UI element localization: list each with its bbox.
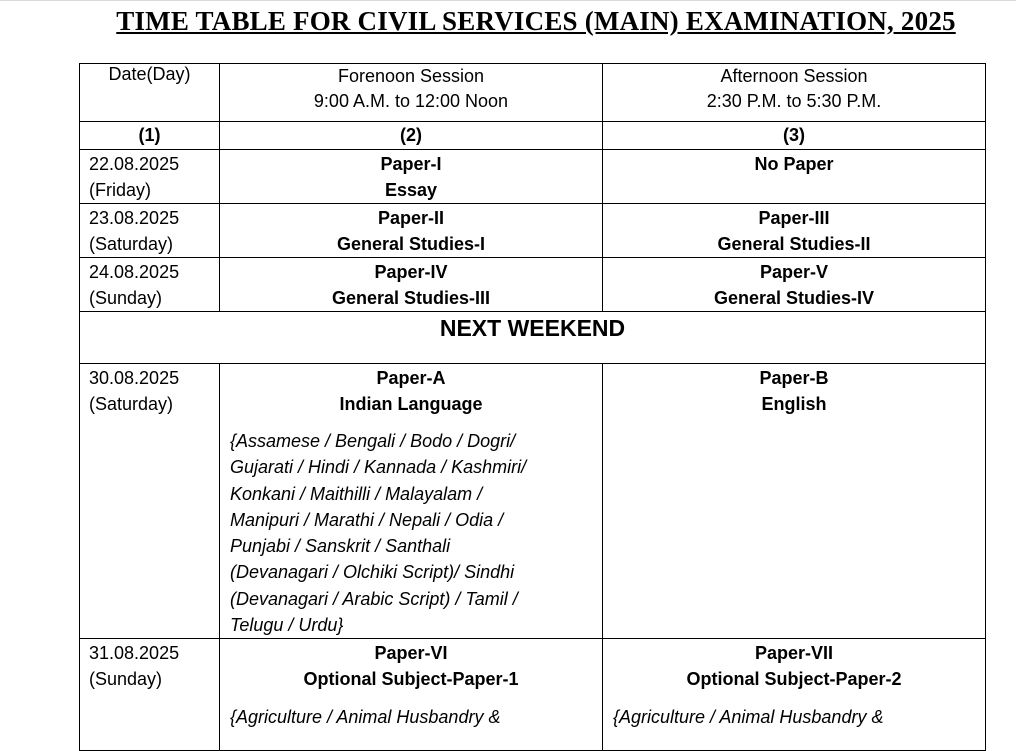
afternoon-paper-cell — [603, 639, 986, 751]
table-row — [80, 364, 986, 639]
table-row — [80, 150, 986, 204]
indian-language-list — [220, 428, 602, 638]
paper-subject: English — [761, 394, 827, 414]
language-list-line: (Devanagari / Arabic Script) / Tamil / — [230, 588, 518, 609]
top-border-line — [0, 0, 1016, 1]
timetable — [79, 63, 986, 751]
exam-day: (Saturday) — [89, 234, 174, 254]
paper-subject: Indian Language — [339, 394, 483, 414]
exam-date: 30.08.2025 — [89, 368, 180, 388]
afternoon-paper-cell — [603, 258, 986, 312]
afternoon-session-title: Afternoon Session — [720, 66, 868, 86]
date-day-header: Date(Day) — [80, 64, 220, 122]
language-list-line: Manipuri / Marathi / Nepali / Odia / — [230, 509, 504, 530]
exam-date: 23.08.2025 — [89, 208, 180, 228]
paper-subject: General Studies-I — [336, 234, 486, 254]
paper-name: Paper-II — [377, 208, 445, 228]
forenoon-paper-cell — [220, 639, 603, 751]
language-list-line: Konkani / Maithilli / Malayalam / — [230, 483, 483, 504]
table-row — [80, 204, 986, 258]
afternoon-paper-cell — [603, 364, 986, 639]
exam-day: (Sunday) — [89, 288, 163, 308]
forenoon-paper-cell — [220, 150, 603, 204]
table-row — [80, 258, 986, 312]
exam-date: 24.08.2025 — [89, 262, 180, 282]
paper-subject: Optional Subject-Paper-2 — [686, 669, 902, 690]
paper-name: Paper-IV — [374, 262, 448, 282]
forenoon-session-time: 9:00 A.M. to 12:00 Noon — [313, 91, 509, 111]
language-list-line: Telugu / Urdu} — [230, 615, 344, 636]
column-number-3: (3) — [603, 122, 986, 150]
date-cell — [80, 204, 220, 258]
paper-subject: Optional Subject-Paper-1 — [303, 669, 519, 690]
exam-day: (Friday) — [89, 180, 151, 200]
column-number-1: (1) — [80, 122, 220, 150]
document-title: TIME TABLE FOR CIVIL SERVICES (MAIN) EXAMINATION, 2025 — [116, 6, 956, 36]
paper-name: No Paper — [754, 154, 834, 174]
language-list-line: {Assamese / Bengali / Bodo / Dogri/ — [230, 431, 516, 451]
paper-subject: General Studies-II — [717, 234, 871, 254]
column-number-row — [80, 122, 986, 150]
header-row — [80, 64, 986, 122]
column-number-2: (2) — [220, 122, 603, 150]
language-list-line: (Devanagari / Olchiki Script)/ Sindhi — [230, 562, 515, 583]
exam-date: 31.08.2025 — [89, 643, 180, 664]
afternoon-session-header — [603, 64, 986, 122]
date-cell — [80, 258, 220, 312]
paper-subject: General Studies-III — [331, 288, 491, 308]
forenoon-session-title: Forenoon Session — [337, 66, 485, 86]
exam-day: (Sunday) — [89, 669, 163, 690]
table-row — [80, 639, 986, 751]
paper-name: Paper-B — [759, 368, 829, 388]
paper-name: Paper-VI — [374, 643, 448, 664]
paper-subject: Essay — [384, 180, 438, 200]
date-cell — [80, 150, 220, 204]
language-list-line: Gujarati / Hindi / Kannada / Kashmiri/ — [230, 457, 527, 478]
paper-name: Paper-A — [376, 368, 446, 388]
afternoon-session-time: 2:30 P.M. to 5:30 P.M. — [706, 91, 882, 111]
afternoon-paper-cell — [603, 204, 986, 258]
exam-day: (Saturday) — [89, 394, 174, 414]
paper-name: Paper-VII — [754, 643, 834, 664]
paper-name: Paper-III — [758, 208, 830, 228]
afternoon-paper-cell — [603, 150, 986, 204]
date-cell — [80, 639, 220, 751]
exam-date: 22.08.2025 — [89, 154, 180, 174]
optional-subject-list: {Agriculture / Animal Husbandry & — [230, 707, 501, 728]
paper-name: Paper-I — [380, 154, 442, 174]
language-list-line: Punjabi / Sanskrit / Santhali — [230, 536, 451, 557]
date-cell — [80, 364, 220, 639]
forenoon-session-header — [220, 64, 603, 122]
paper-name: Paper-V — [759, 262, 829, 282]
forenoon-paper-cell — [220, 204, 603, 258]
optional-subject-list: {Agriculture / Animal Husbandry & — [613, 707, 884, 728]
next-weekend-heading: NEXT WEEKEND — [80, 312, 986, 364]
next-weekend-row — [80, 312, 986, 364]
forenoon-paper-cell — [220, 258, 603, 312]
forenoon-paper-cell — [220, 364, 603, 639]
paper-subject: General Studies-IV — [713, 288, 875, 308]
